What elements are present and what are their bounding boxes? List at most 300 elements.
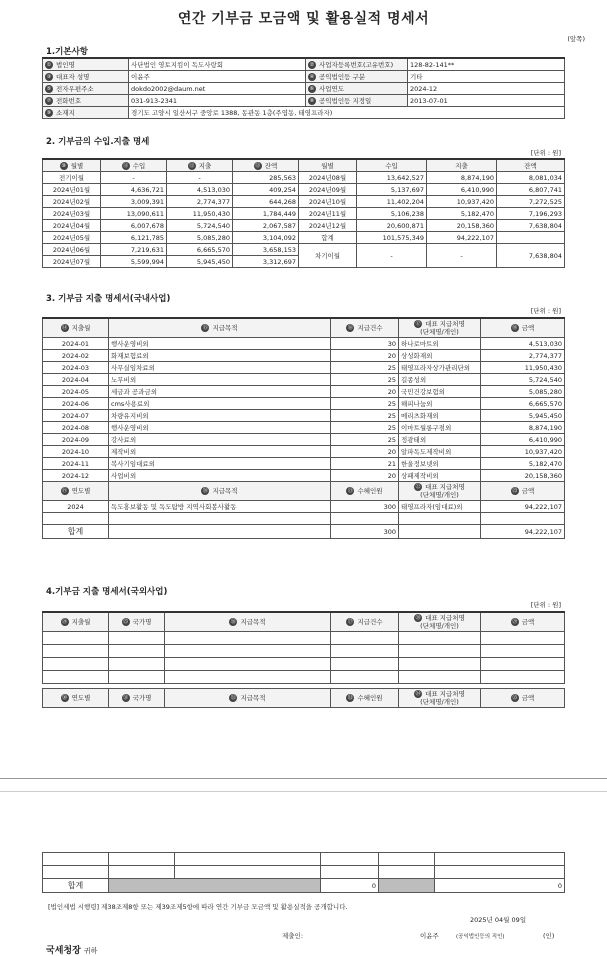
amount-cell: 10,937,420	[481, 446, 565, 458]
income-cell: 6,121,785	[101, 232, 167, 244]
field-number-badge: ㉒	[415, 484, 421, 490]
field-label: 공익법인등 지정일	[319, 96, 372, 105]
balance-cell: 7,272,525	[497, 196, 565, 208]
amount-cell: 6,665,570	[481, 398, 565, 410]
expense-cell: 11,950,430	[167, 208, 233, 220]
expense-cell: 6,410,990	[427, 184, 497, 196]
payee-cell: 메리츠화재외	[399, 410, 481, 422]
empty-cell	[331, 671, 399, 684]
empty-cell	[435, 853, 565, 866]
expense-cell: 5,085,280	[167, 232, 233, 244]
month-cell: 2024-05	[43, 386, 109, 398]
month-cell: 2024년01월	[43, 184, 101, 196]
carry-balance: 7,638,804	[497, 244, 565, 268]
section4-unit: [단위 : 원]	[530, 601, 561, 609]
balance-cell: 285,563	[233, 172, 299, 184]
field-number-badge: ⑫	[189, 162, 195, 169]
table-row	[43, 232, 565, 244]
count-cell: 20	[331, 350, 399, 362]
balance-cell: 6,807,741	[497, 184, 565, 196]
table-row	[43, 220, 565, 232]
field-label: 국가명	[132, 618, 152, 626]
empty-cell	[399, 658, 481, 671]
amount-cell: 6,410,990	[481, 434, 565, 446]
balance-cell: 2,067,587	[233, 220, 299, 232]
income-cell: 4,636,721	[101, 184, 167, 196]
empty-cell	[109, 632, 165, 645]
field-label: 지출월	[71, 618, 91, 626]
amount-cell: 20,158,360	[481, 470, 565, 482]
field-value: 128-82-141**	[408, 58, 565, 71]
field-number-badge: ㉔	[62, 619, 68, 625]
empty-cell	[481, 658, 565, 671]
basic-info-row	[43, 71, 565, 83]
field-label: 금액	[521, 618, 535, 626]
field-label: 지출	[198, 161, 212, 170]
empty-cell	[399, 632, 481, 645]
basic-info-table	[42, 57, 565, 119]
column-header	[109, 612, 165, 632]
field-label: (단체명/개인)	[420, 491, 459, 499]
empty-cell	[43, 671, 109, 684]
purpose-cell: cms사용료외	[109, 398, 331, 410]
column-header	[43, 612, 109, 632]
field-value: 031-913-2341	[129, 95, 306, 107]
column-header	[101, 159, 167, 172]
field-number-badge: ㉘	[415, 615, 421, 621]
balance-cell: 3,658,153	[233, 244, 299, 256]
field-value: dokdo2002@daum.net	[129, 83, 306, 95]
field-number-badge: ⑬	[255, 162, 261, 169]
field-label: 지급건수	[357, 324, 383, 332]
count-cell: 25	[331, 410, 399, 422]
column-header	[165, 689, 331, 708]
month-cell: 2024년04월	[43, 220, 101, 232]
empty-cell	[175, 866, 321, 879]
field-label-cell	[306, 71, 408, 83]
section2-heading: 2. 기부금의 수입.지출 명세	[46, 137, 150, 147]
month-cell: 2024년11월	[299, 208, 357, 220]
field-value: 이윤주	[129, 71, 306, 83]
column-header	[165, 612, 331, 632]
empty-cell	[321, 853, 379, 866]
field-number-badge: ⑲	[62, 488, 68, 494]
empty-cell	[165, 658, 331, 671]
field-number-badge: ⑰	[415, 321, 421, 327]
total-label: 합계	[43, 525, 109, 539]
purpose-cell: 행사운영비외	[109, 422, 331, 434]
month-cell: 2024-09	[43, 434, 109, 446]
field-number-badge: ㉓	[512, 488, 518, 494]
amount-cell: 94,222,107	[481, 501, 565, 513]
page-note: (앞쪽)	[567, 35, 585, 43]
balance-cell: 8,081,034	[497, 172, 565, 184]
total-row	[43, 879, 565, 893]
field-number-badge: ㉛	[123, 695, 129, 701]
document-title: 연간 기부금 모금액 및 활용실적 명세서	[177, 11, 430, 27]
field-label: 지출	[455, 161, 468, 170]
total-count: 300	[331, 525, 399, 539]
field-number-badge: ⑩	[61, 162, 66, 169]
field-label: 소재지	[56, 108, 75, 117]
field-label: 전화번호	[56, 96, 82, 105]
field-label: 지급목적	[240, 618, 266, 626]
month-cell: 2024년12월	[299, 220, 357, 232]
column-header	[497, 159, 565, 172]
income-cell: 13,642,527	[357, 172, 427, 184]
field-number-badge: ③	[46, 73, 52, 80]
payee-cell: 해피나눔외	[399, 398, 481, 410]
expense-cell: 5,945,450	[167, 256, 233, 268]
month-cell: 2024-04	[43, 374, 109, 386]
balance-cell: 3,104,092	[233, 232, 299, 244]
total-label: 합계	[43, 879, 109, 893]
field-number-badge: ⑳	[202, 488, 208, 494]
field-label-cell	[306, 83, 408, 95]
field-number-badge: ㉗	[347, 619, 353, 625]
month-cell: 2024-06	[43, 398, 109, 410]
table-row	[43, 458, 565, 470]
income-cell: 5,106,238	[357, 208, 427, 220]
income-cell: 6,007,678	[101, 220, 167, 232]
balance-cell: 644,268	[233, 196, 299, 208]
empty-cell	[109, 671, 165, 684]
empty-cell	[379, 853, 435, 866]
field-label: 법인명	[56, 60, 75, 69]
table-row	[43, 853, 565, 866]
empty-cell	[165, 671, 331, 684]
balance-cell: 7,638,804	[497, 220, 565, 232]
table-row	[43, 658, 565, 671]
count-cell: 30	[331, 338, 399, 350]
table-row	[43, 446, 565, 458]
expense-cell: -	[167, 172, 233, 184]
field-number-badge: ⑤	[46, 85, 52, 92]
legal-notice: [법인세법 시행령] 제38조제8항 또는 제39조제5항에 따라 연간 기부금 모금액 및 활용실적을 공개합니다.	[48, 903, 348, 911]
balance-cell	[497, 232, 565, 244]
field-label: 수혜인원	[357, 694, 383, 702]
overseas-expense-table	[42, 611, 565, 708]
recipient	[46, 943, 97, 956]
table-row	[43, 208, 565, 220]
payee-cell: 정광태외	[399, 434, 481, 446]
month-cell: 2024년10월	[299, 196, 357, 208]
expense-cell: 4,513,030	[167, 184, 233, 196]
column-header	[167, 159, 233, 172]
field-label: (단체명/개인)	[420, 622, 459, 630]
column-header	[109, 318, 331, 338]
amount-cell: 5,945,450	[481, 410, 565, 422]
month-cell: 2024년02월	[43, 196, 101, 208]
submitter-role: (공익법인등의 직인)	[456, 934, 505, 940]
page-divider-2	[0, 791, 607, 792]
field-label-cell	[43, 83, 129, 95]
empty-cell	[43, 632, 109, 645]
empty-cell	[109, 513, 331, 525]
empty-cell	[175, 853, 321, 866]
carry-expense: -	[427, 244, 497, 268]
table-row	[43, 386, 565, 398]
section2-unit: [단위 : 원]	[530, 149, 561, 157]
column-header	[43, 482, 109, 501]
empty-cell	[109, 645, 165, 658]
field-number-badge: ⑧	[309, 97, 315, 104]
empty-cell	[43, 513, 109, 525]
table-row	[43, 350, 565, 362]
table-row	[43, 362, 565, 374]
submitter-name: 이윤주	[420, 932, 439, 940]
month-cell: 2024-11	[43, 458, 109, 470]
amount-cell: 2,774,377	[481, 350, 565, 362]
empty-cell	[379, 866, 435, 879]
field-label-cell	[43, 58, 129, 71]
column-header	[43, 318, 109, 338]
payee-cell: 상성화재외	[399, 350, 481, 362]
column-header	[427, 159, 497, 172]
purpose-cell: 노무비외	[109, 374, 331, 386]
purpose-cell: 행사운영비외	[109, 338, 331, 350]
date-day: 09일	[511, 916, 527, 924]
page2-table	[42, 852, 565, 893]
basic-info-row	[43, 95, 565, 107]
field-label: 전자우편주소	[56, 84, 94, 93]
total-count: 0	[321, 879, 379, 893]
field-label: 지급목적	[240, 694, 266, 702]
address-value: 경기도 고양시 일산서구 중앙로 1388, 동관동 1층(주엽동, 태영프라자)	[129, 107, 565, 119]
section3-unit: [단위 : 원]	[530, 307, 561, 315]
count-cell: 25	[331, 374, 399, 386]
field-number-badge: ⑨	[46, 109, 52, 116]
month-cell: 2024-03	[43, 362, 109, 374]
purpose-cell: 화재보험료외	[109, 350, 331, 362]
column-header	[331, 482, 399, 501]
count-cell: 20	[331, 386, 399, 398]
payee-cell: 태영프라자상가관리단외	[399, 362, 481, 374]
purpose-cell: 차량유지비외	[109, 410, 331, 422]
total-amount: 0	[435, 879, 565, 893]
table-row	[43, 501, 565, 513]
field-number-badge: ②	[309, 61, 315, 68]
month-cell: 전기이월	[43, 172, 101, 184]
expense-cell: 2,774,377	[167, 196, 233, 208]
purpose-cell: 복사기임대료외	[109, 458, 331, 470]
field-value: 2024-12	[408, 83, 565, 95]
recipient-name: 국세청장	[46, 946, 81, 956]
table-row	[43, 434, 565, 446]
basic-info-row	[43, 58, 565, 71]
field-label-cell	[306, 95, 408, 107]
purpose-cell: 제작비외	[109, 446, 331, 458]
count-cell: 25	[331, 434, 399, 446]
column-header	[331, 689, 399, 708]
field-label: 연도별	[71, 694, 91, 702]
empty-cell	[481, 513, 565, 525]
table-row	[43, 632, 565, 645]
field-label-cell	[306, 58, 408, 71]
amount-cell: 4,513,030	[481, 338, 565, 350]
purpose-cell: 세금과 공과금외	[109, 386, 331, 398]
table-row	[43, 410, 565, 422]
empty-cell	[481, 632, 565, 645]
field-value: 기타	[408, 71, 565, 83]
field-label: 금액	[521, 487, 535, 495]
field-label: 잔액	[524, 161, 537, 170]
field-number-badge: ⑮	[202, 325, 208, 331]
empty-cell	[43, 853, 109, 866]
date-year: 2025년	[470, 916, 493, 924]
field-label: 대표 지급처명	[425, 320, 465, 328]
beneficiary-cell: 300	[331, 501, 399, 513]
payee-cell: 알파독도제작비외	[399, 446, 481, 458]
count-cell: 25	[331, 398, 399, 410]
field-number-badge: ⑭	[62, 325, 68, 331]
field-label: 대표자 성명	[56, 72, 90, 81]
field-label: (단체명/개인)	[420, 698, 459, 706]
field-number-badge: ㉜	[230, 695, 236, 701]
count-cell: 20	[331, 446, 399, 458]
field-label: 지급건수	[357, 618, 383, 626]
amount-cell: 5,085,280	[481, 386, 565, 398]
field-number-badge: ㉟	[512, 695, 518, 701]
column-header	[299, 159, 357, 172]
field-label: 공익법인등 구분	[319, 72, 366, 81]
field-number-badge: ㉖	[230, 619, 236, 625]
field-label: 월별	[321, 161, 334, 170]
income-cell: 3,009,391	[101, 196, 167, 208]
expense-cell: 5,182,470	[427, 208, 497, 220]
column-header	[481, 318, 565, 338]
month-cell: 2024-02	[43, 350, 109, 362]
field-number-badge: ㉕	[123, 619, 129, 625]
column-header	[43, 159, 101, 172]
field-label: 수혜인원	[357, 487, 383, 495]
expense-cell: 94,222,107	[427, 232, 497, 244]
month-cell: 2024년05월	[43, 232, 101, 244]
table-row	[43, 422, 565, 434]
month-cell: 2024년07월	[43, 256, 101, 268]
income-cell: 101,575,349	[357, 232, 427, 244]
field-number-badge: ④	[309, 73, 315, 80]
month-cell: 2024년06월	[43, 244, 101, 256]
field-label: 수입	[132, 161, 146, 170]
table-row	[43, 470, 565, 482]
month-cell: 2024-12	[43, 470, 109, 482]
field-label: 지급목적	[212, 487, 238, 495]
seal-mark: (인)	[543, 932, 555, 940]
address-row	[43, 107, 565, 119]
payee-cell: 태영프라자(임대료)외	[399, 501, 481, 513]
field-label: 수입	[385, 161, 398, 170]
field-number-badge: ⑦	[46, 97, 52, 104]
payee-cell: 한울정보넷외	[399, 458, 481, 470]
amount-cell: 11,950,430	[481, 362, 565, 374]
field-label: 지출월	[71, 324, 91, 332]
empty-cell	[321, 866, 379, 879]
empty-cell	[435, 866, 565, 879]
submit-label: 제출인:	[282, 932, 304, 940]
field-label: 지급목적	[212, 324, 238, 332]
count-cell: 25	[331, 362, 399, 374]
income-expense-table	[42, 158, 565, 268]
count-cell: 25	[331, 422, 399, 434]
empty-cell	[43, 645, 109, 658]
empty-cell	[165, 632, 331, 645]
income-cell: 5,599,994	[101, 256, 167, 268]
total-amount: 94,222,107	[481, 525, 565, 539]
month-cell: 합계	[299, 232, 357, 244]
field-label: 대표 지급처명	[425, 483, 465, 491]
empty-cell	[109, 853, 175, 866]
field-label: 대표 지급처명	[425, 614, 465, 622]
month-cell: 2024년09월	[299, 184, 357, 196]
carry-label: 차기이월	[299, 244, 357, 268]
column-header	[109, 482, 331, 501]
field-value: 2013-07-01	[408, 95, 565, 107]
empty-cell	[481, 671, 565, 684]
column-header	[331, 612, 399, 632]
field-number-badge: ⑯	[347, 325, 353, 331]
payee-cell: 이마트월롱구점외	[399, 422, 481, 434]
payee-cell: 국민건강보험외	[399, 386, 481, 398]
table-row	[43, 184, 565, 196]
empty-cell	[109, 525, 331, 539]
field-number-badge: ㉑	[347, 488, 353, 494]
expense-cell: 6,665,570	[167, 244, 233, 256]
section1-heading: 1.기본사항	[46, 47, 88, 57]
empty-cell	[399, 513, 481, 525]
empty-cell	[331, 645, 399, 658]
column-header	[357, 159, 427, 172]
table-row	[43, 338, 565, 350]
balance-cell: 3,312,697	[233, 256, 299, 268]
income-cell: 20,600,871	[357, 220, 427, 232]
empty-cell	[481, 645, 565, 658]
field-label: 금액	[521, 694, 535, 702]
expense-cell: 10,937,420	[427, 196, 497, 208]
payee-cell: 상패제작비외	[399, 470, 481, 482]
field-label: 사업자등록번호(고유번호)	[319, 60, 394, 69]
month-cell: 2024-07	[43, 410, 109, 422]
balance-cell: 409,254	[233, 184, 299, 196]
column-header	[399, 482, 481, 501]
income-cell: -	[101, 172, 167, 184]
expense-cell: 8,874,190	[427, 172, 497, 184]
field-number-badge: ㉚	[62, 695, 68, 701]
purpose-cell: 사무실임차료외	[109, 362, 331, 374]
field-number-badge: ㉝	[347, 695, 353, 701]
date-month: 04월	[494, 916, 510, 924]
carry-income: -	[357, 244, 427, 268]
column-header	[399, 612, 481, 632]
shaded-cell	[109, 879, 321, 893]
empty-cell	[43, 866, 109, 879]
payee-cell: 하나로마트외	[399, 338, 481, 350]
table-row	[43, 866, 565, 879]
month-cell: 2024-10	[43, 446, 109, 458]
expense-cell: 20,158,360	[427, 220, 497, 232]
empty-cell	[331, 632, 399, 645]
field-number-badge: ①	[46, 61, 52, 68]
column-header	[331, 318, 399, 338]
income-cell: 7,219,631	[101, 244, 167, 256]
table-row	[43, 196, 565, 208]
amount-cell: 5,724,540	[481, 374, 565, 386]
balance-cell: 1,784,449	[233, 208, 299, 220]
empty-cell	[165, 645, 331, 658]
empty-cell	[109, 658, 165, 671]
amount-cell: 8,874,190	[481, 422, 565, 434]
column-header	[481, 612, 565, 632]
